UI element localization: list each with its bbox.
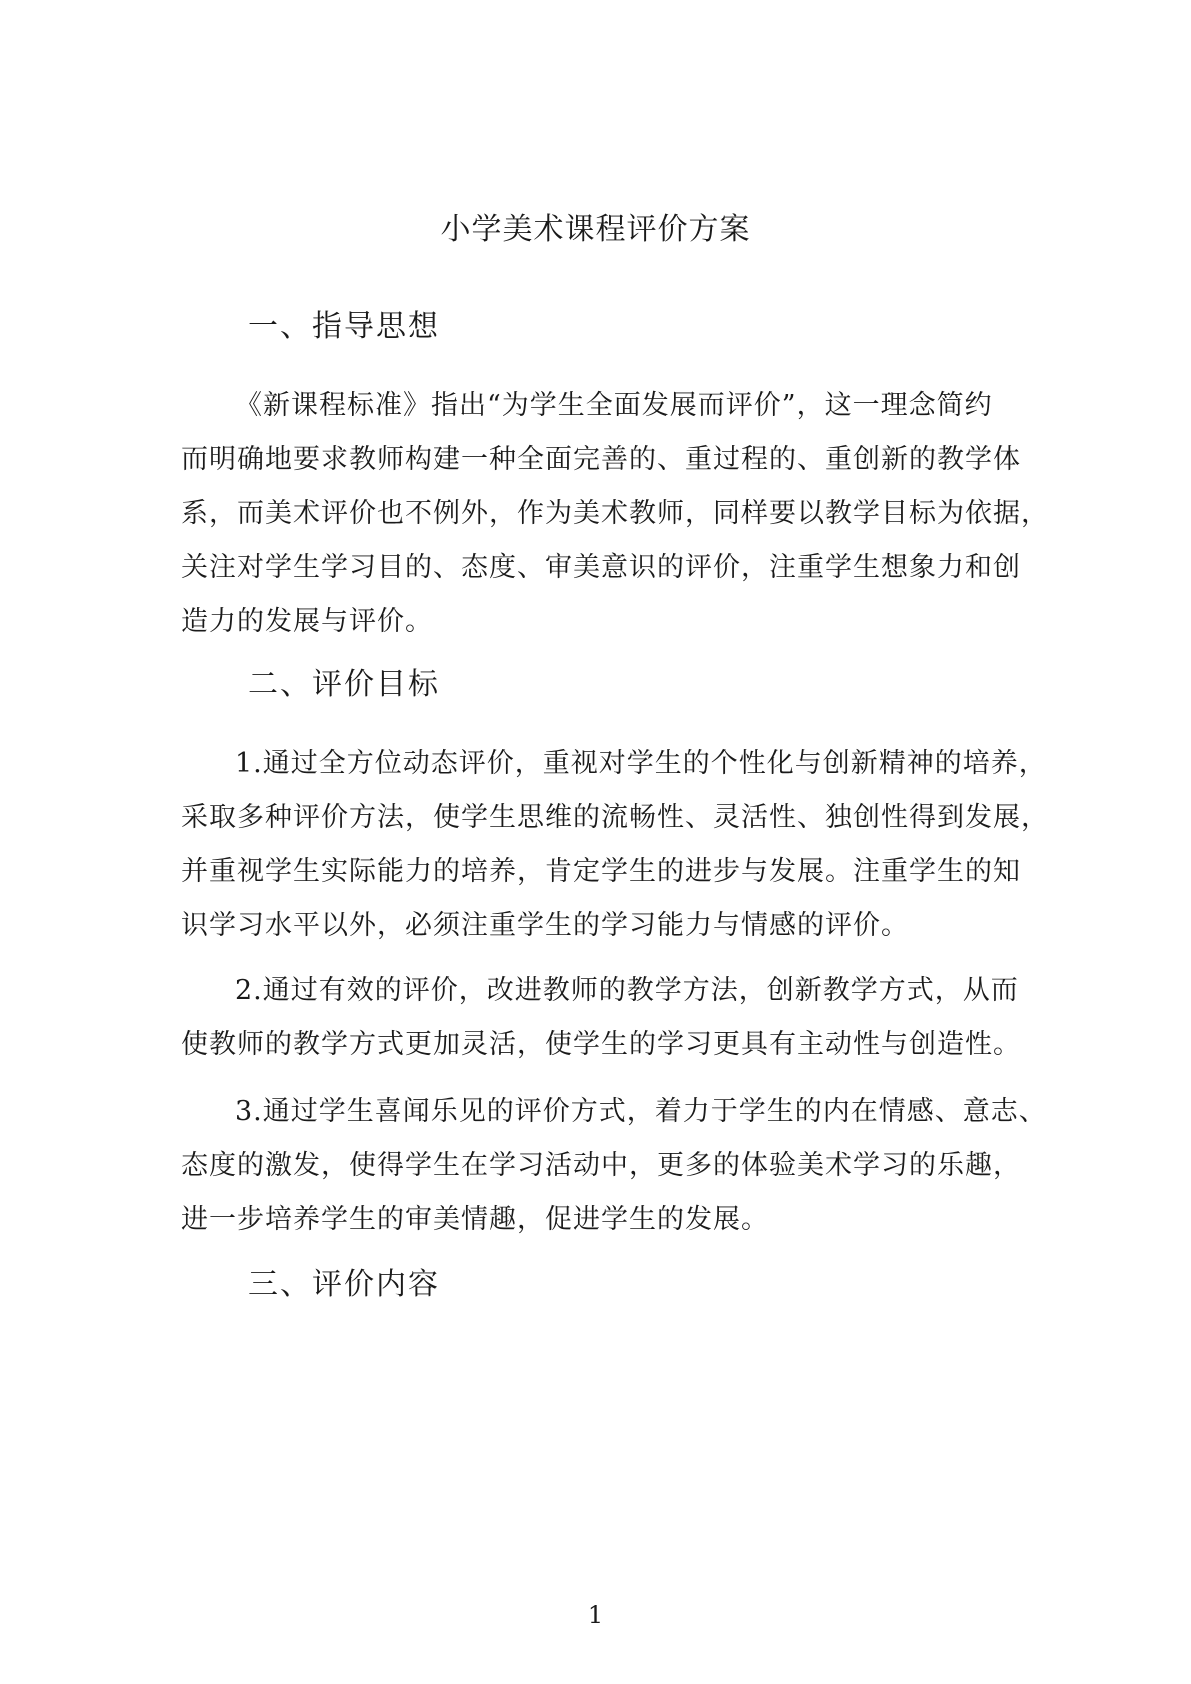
paragraph-line: 态度的激发，使得学生在学习活动中，更多的体验美术学习的乐趣，: [181, 1150, 1021, 1181]
paragraph-line: 识学习水平以外，必须注重学生的学习能力与情感的评价。: [181, 910, 909, 941]
paragraph-guiding-ideology: [181, 379, 1049, 649]
paragraph-line: 造力的发展与评价。: [181, 606, 433, 637]
page-number: 1: [587, 1601, 604, 1629]
paragraph-line: 进一步培养学生的审美情趣，促进学生的发展。: [181, 1204, 769, 1235]
section-heading-evaluation-content: 三、评价内容: [248, 1267, 440, 1302]
paragraph-goal-2: [181, 964, 1021, 1072]
paragraph-line: 《新课程标准》指出“为学生全面发展而评价”，这一理念简约: [235, 390, 993, 421]
paragraph-line: 1.通过全方位动态评价，重视对学生的个性化与创新精神的培养，: [235, 748, 1047, 779]
paragraph-line: 使教师的教学方式更加灵活，使学生的学习更具有主动性与创造性。: [181, 1029, 1021, 1060]
paragraph-line: 系，而美术评价也不例外，作为美术教师，同样要以教学目标为依据，: [181, 498, 1049, 529]
paragraph-line: 并重视学生实际能力的培养，肯定学生的进步与发展。注重学生的知: [181, 856, 1021, 887]
paragraph-line: 3.通过学生喜闻乐见的评价方式，着力于学生的内在情感、意志、: [235, 1096, 1047, 1127]
paragraph-line: 2.通过有效的评价，改进教师的教学方法，创新教学方式，从而: [235, 975, 1019, 1006]
paragraph-goal-3: [181, 1085, 1047, 1247]
section-heading-guiding-ideology: 一、指导思想: [248, 309, 440, 344]
paragraph-line: 而明确地要求教师构建一种全面完善的、重过程的、重创新的教学体: [181, 444, 1021, 475]
paragraph-line: 采取多种评价方法，使学生思维的流畅性、灵活性、独创性得到发展，: [181, 802, 1049, 833]
paragraph-line: 关注对学生学习目的、态度、审美意识的评价，注重学生想象力和创: [181, 552, 1021, 583]
document-title: 小学美术课程评价方案: [440, 212, 751, 247]
paragraph-goal-1: [181, 737, 1049, 953]
section-heading-evaluation-goals: 二、评价目标: [248, 667, 440, 702]
